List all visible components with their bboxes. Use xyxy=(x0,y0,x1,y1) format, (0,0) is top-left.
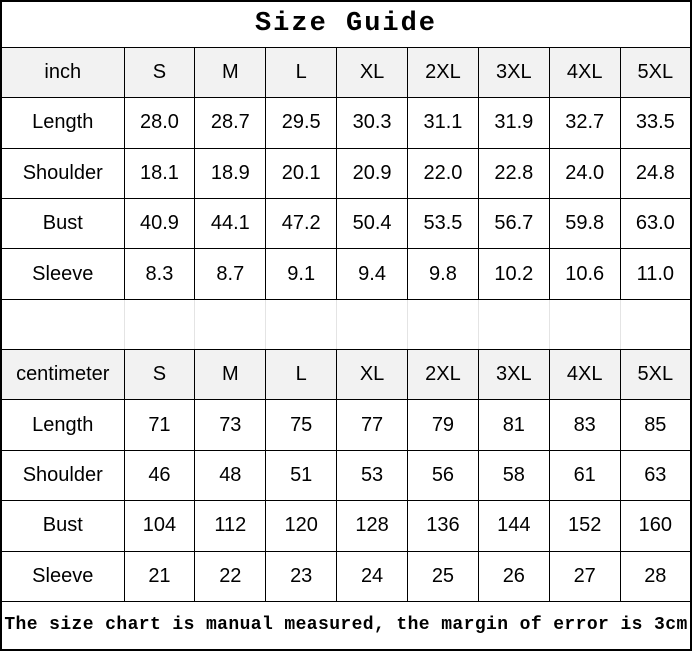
measurement-value: 28.0 xyxy=(124,98,195,148)
size-header-cell: M xyxy=(195,350,266,400)
size-header-cell: XL xyxy=(337,350,408,400)
measurement-value: 10.6 xyxy=(549,249,620,299)
measurement-value: 58 xyxy=(478,450,549,500)
measurement-value: 24 xyxy=(337,551,408,601)
spacer-cell xyxy=(195,299,266,349)
table-row xyxy=(1,148,691,198)
measurement-value: 25 xyxy=(408,551,479,601)
size-header-cell: S xyxy=(124,47,195,97)
measurement-value: 24.0 xyxy=(549,148,620,198)
measurement-value: 53 xyxy=(337,450,408,500)
measurement-value: 26 xyxy=(478,551,549,601)
measurement-value: 18.9 xyxy=(195,148,266,198)
measurement-value: 31.9 xyxy=(478,98,549,148)
size-header-cell: 4XL xyxy=(549,350,620,400)
measurement-value: 21 xyxy=(124,551,195,601)
measurement-value: 20.1 xyxy=(266,148,337,198)
measurement-value: 9.4 xyxy=(337,249,408,299)
measurement-value: 79 xyxy=(408,400,479,450)
measurement-value: 18.1 xyxy=(124,148,195,198)
measurement-label: Shoulder xyxy=(1,450,124,500)
measurement-value: 56.7 xyxy=(478,198,549,248)
measurement-value: 23 xyxy=(266,551,337,601)
measurement-value: 63.0 xyxy=(620,198,691,248)
size-header-cell: L xyxy=(266,350,337,400)
measurement-value: 44.1 xyxy=(195,198,266,248)
measurement-label: Length xyxy=(1,400,124,450)
measurement-value: 59.8 xyxy=(549,198,620,248)
measurement-value: 75 xyxy=(266,400,337,450)
footer-row xyxy=(1,601,691,650)
measurement-label: Sleeve xyxy=(1,551,124,601)
table-row xyxy=(1,400,691,450)
measurement-value: 30.3 xyxy=(337,98,408,148)
size-header-cell: M xyxy=(195,47,266,97)
size-header-cell: 3XL xyxy=(478,350,549,400)
measurement-value: 9.8 xyxy=(408,249,479,299)
measurement-label: Length xyxy=(1,98,124,148)
size-header-cell: 3XL xyxy=(478,47,549,97)
measurement-label: Shoulder xyxy=(1,148,124,198)
measurement-value: 152 xyxy=(549,501,620,551)
measurement-value: 136 xyxy=(408,501,479,551)
table-row xyxy=(1,501,691,551)
spacer-cell xyxy=(408,299,479,349)
spacer-cell xyxy=(1,299,124,349)
centimeter-header-row xyxy=(1,350,691,400)
measurement-value: 56 xyxy=(408,450,479,500)
table-row xyxy=(1,249,691,299)
table-row xyxy=(1,198,691,248)
inch-header-row xyxy=(1,47,691,97)
measurement-value: 11.0 xyxy=(620,249,691,299)
measurement-value: 29.5 xyxy=(266,98,337,148)
table-row xyxy=(1,98,691,148)
measurement-label: Sleeve xyxy=(1,249,124,299)
measurement-value: 33.5 xyxy=(620,98,691,148)
measurement-value: 47.2 xyxy=(266,198,337,248)
unit-label-inch: inch xyxy=(1,47,124,97)
measurement-value: 20.9 xyxy=(337,148,408,198)
measurement-value: 71 xyxy=(124,400,195,450)
measurement-value: 8.7 xyxy=(195,249,266,299)
measurement-value: 61 xyxy=(549,450,620,500)
measurement-value: 31.1 xyxy=(408,98,479,148)
measurement-value: 81 xyxy=(478,400,549,450)
size-header-cell: 5XL xyxy=(620,47,691,97)
measurement-value: 85 xyxy=(620,400,691,450)
measurement-value: 53.5 xyxy=(408,198,479,248)
measurement-value: 8.3 xyxy=(124,249,195,299)
size-header-cell: L xyxy=(266,47,337,97)
spacer-row xyxy=(1,299,691,349)
measurement-value: 63 xyxy=(620,450,691,500)
measurement-value: 22.8 xyxy=(478,148,549,198)
measurement-value: 77 xyxy=(337,400,408,450)
spacer-cell xyxy=(337,299,408,349)
unit-label-centimeter: centimeter xyxy=(1,350,124,400)
measurement-label: Bust xyxy=(1,501,124,551)
measurement-label: Bust xyxy=(1,198,124,248)
spacer-cell xyxy=(266,299,337,349)
measurement-value: 28 xyxy=(620,551,691,601)
measurement-value: 46 xyxy=(124,450,195,500)
size-header-cell: 5XL xyxy=(620,350,691,400)
measurement-value: 160 xyxy=(620,501,691,551)
measurement-value: 104 xyxy=(124,501,195,551)
measurement-value: 32.7 xyxy=(549,98,620,148)
measurement-value: 22.0 xyxy=(408,148,479,198)
table-row xyxy=(1,450,691,500)
page-title: Size Guide xyxy=(1,1,691,47)
measurement-value: 10.2 xyxy=(478,249,549,299)
spacer-cell xyxy=(549,299,620,349)
title-row xyxy=(1,1,691,47)
measurement-value: 28.7 xyxy=(195,98,266,148)
size-header-cell: 4XL xyxy=(549,47,620,97)
measurement-value: 9.1 xyxy=(266,249,337,299)
spacer-cell xyxy=(620,299,691,349)
measurement-value: 144 xyxy=(478,501,549,551)
measurement-value: 50.4 xyxy=(337,198,408,248)
size-header-cell: XL xyxy=(337,47,408,97)
spacer-cell xyxy=(124,299,195,349)
measurement-value: 22 xyxy=(195,551,266,601)
footer-note: The size chart is manual measured, the margin of error is 3cm xyxy=(1,601,691,650)
measurement-value: 128 xyxy=(337,501,408,551)
size-header-cell: 2XL xyxy=(408,350,479,400)
size-header-cell: 2XL xyxy=(408,47,479,97)
measurement-value: 83 xyxy=(549,400,620,450)
measurement-value: 51 xyxy=(266,450,337,500)
measurement-value: 112 xyxy=(195,501,266,551)
table-row xyxy=(1,551,691,601)
measurement-value: 24.8 xyxy=(620,148,691,198)
spacer-cell xyxy=(478,299,549,349)
measurement-value: 40.9 xyxy=(124,198,195,248)
measurement-value: 120 xyxy=(266,501,337,551)
measurement-value: 48 xyxy=(195,450,266,500)
measurement-value: 73 xyxy=(195,400,266,450)
measurement-value: 27 xyxy=(549,551,620,601)
size-header-cell: S xyxy=(124,350,195,400)
